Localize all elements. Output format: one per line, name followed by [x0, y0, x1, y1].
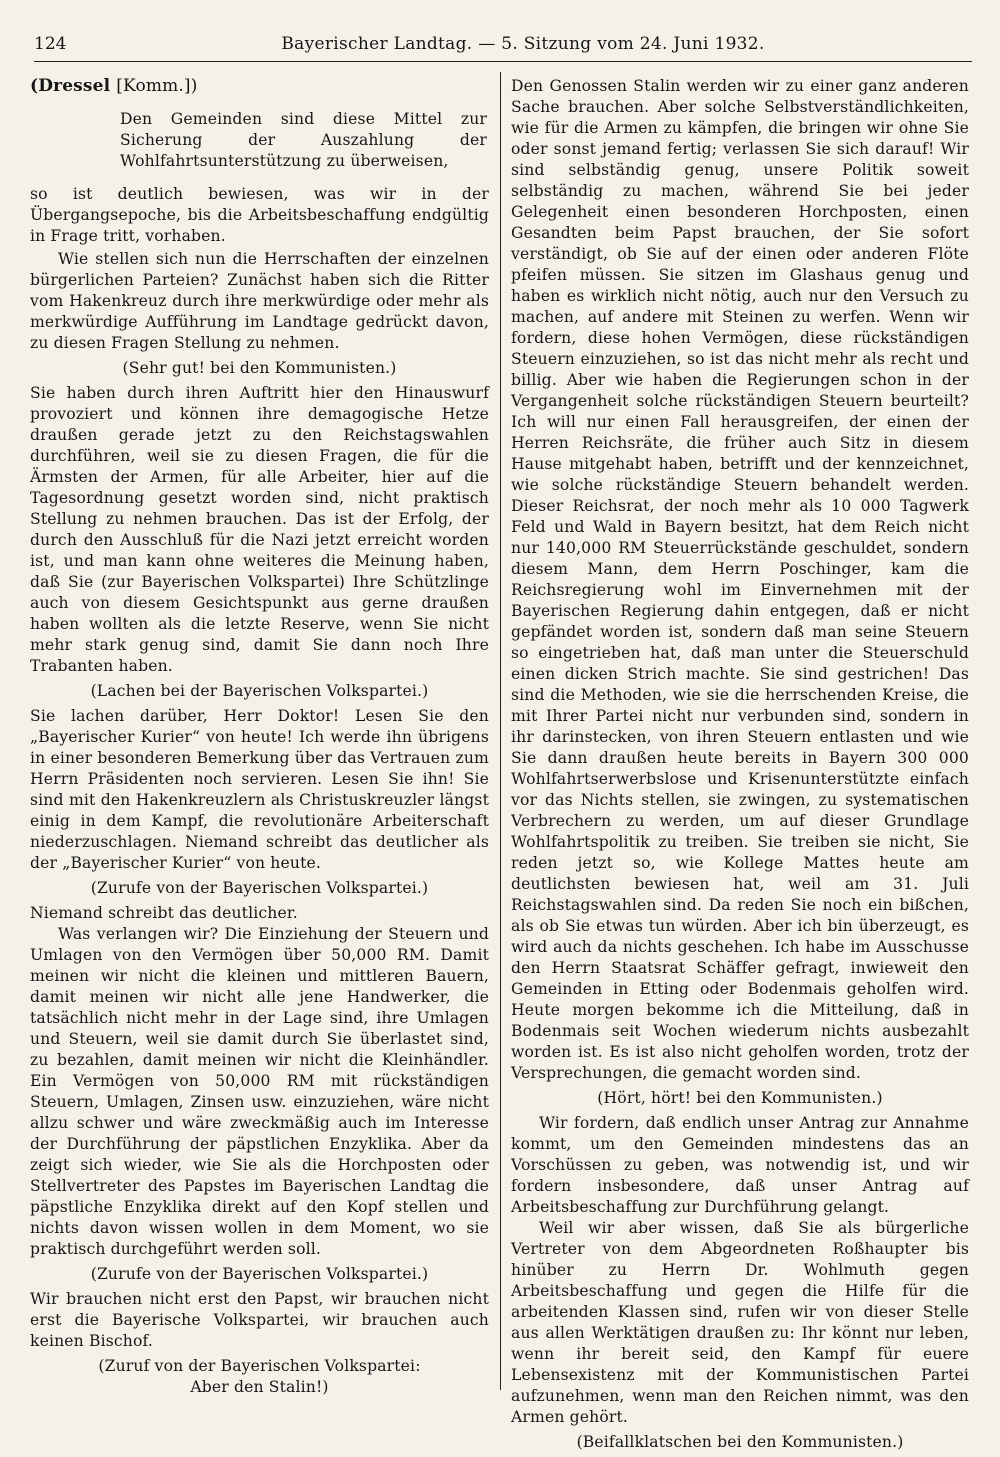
right-column — [511, 76, 969, 1457]
paragraph: Niemand schreibt das deutlicher. — [30, 904, 298, 922]
speaker-name: (Dressel — [30, 76, 111, 96]
interjection: (Hört, hört! bei den Kommunisten.) — [597, 1089, 883, 1107]
paragraph: Wir fordern, daß endlich unser Antrag zur Annahme kommt, um den Gemeinden mindestens das an Vorschüssen zu geben, was notwendig ist, und wir fordern insbesondere, daß unser Antrag auf Arbeitsbeschaffung zur Durchführung gelangt. — [511, 1114, 969, 1216]
paragraph: Weil wir aber wissen, daß Sie als bürgerliche Vertreter von dem Abgeordneten Roßhaupter bis hinüber zu Herrn Dr. Wohlmuth gegen Arbeitsbeschaffung und gegen die Hilfe für die arbeitenden Klassen sind, rufen wir von dieser Stelle aus allen Werktätigen draußen zu: Ihr könnt nur leben, wenn ihr bereit seid, den Kampf für euere Lebensexistenz mit der Kommunistischen Partei aufzunehmen, wenn man den Reichen nimmt, was den Armen gehört. — [511, 1219, 969, 1426]
interjection: (Zurufe von der Bayerischen Volkspartei.) — [90, 1265, 429, 1283]
running-title: Bayerischer Landtag. — 5. Sitzung vom 24. Juni 1932. — [281, 34, 765, 54]
paragraph: Was verlangen wir? Die Einziehung der Steuern und Umlagen von den Vermögen über 50,000 RM. Damit meinen wir nicht die kleinen und mittleren Bauern, damit meinen wir nicht alle jene Handwerker, die tatsächlich nicht mehr in der Lage sind, ihre Umlagen und Steuern, weil sie damit durch Sie überlastet sind, zu bezahlen, damit meinen wir nicht die Kleinhändler. Ein Vermögen von 50,000 RM mit rückständigen Steuern, Umlagen, Zinsen usw. einzuziehen, wäre nicht allzu schwer und wäre zweckmäßig auch im Interesse der Durchführung der päpstlichen Enzyklika. Aber da zeigt sich wieder, wie Sie als die Horchposten oder Stellvertreter des Papstes im Bayerischen Landtag die päpstliche Enzyklika direkt auf den Kopf stellen und nichts davon wissen wollen in dem Moment, wo sie praktisch durchgeführt werden soll. — [30, 925, 489, 1258]
paragraph: Wie stellen sich nun die Herrschaften der einzelnen bürgerlichen Parteien? Zunächst haben sich die Ritter vom Hakenkreuz durch ihre merkwürdige oder mehr als merkwürdige Aufführung im Landtage gedrückt davon, zu diesen Fragen Stellung zu nehmen. — [30, 250, 489, 352]
left-column — [30, 76, 489, 1402]
speaker-party: [Komm.]) — [116, 76, 198, 96]
paragraph: so ist deutlich bewiesen, was wir in der Übergangsepoche, bis die Arbeitsbeschaffung endgültig in Frage tritt, vorhaben. — [30, 185, 489, 245]
column-divider — [500, 72, 501, 1390]
interjection: (Beifallklatschen bei den Kommunisten.) — [576, 1433, 904, 1451]
paragraph: Sie haben durch ihren Auftritt hier den Hinauswurf provoziert und können ihre demagogische Hetze draußen gerade jetzt zu den Reichstagswahlen durchführen, weil sie zu diesen Fragen, die für die Ärmsten der Armen, für alle Arbeiter, hier auf die Tagesordnung gesetzt worden sind, nicht praktisch Stellung zu nehmen brauchen. Das ist der Erfolg, der durch den Ausschluß für die Nazi jetzt erreicht worden ist, und man kann ohne weiteres die Meinung haben, daß Sie (zur Bayerischen Volkspartei) Ihre Schützlinge auch von diesem Gesichtspunkt aus gerne draußen haben wollten als die letzte Reserve, wenn Sie nicht mehr stark genug sind, damit Sie dann noch Ihre Trabanten haben. — [30, 384, 489, 675]
interjection: (Sehr gut! bei den Kommunisten.) — [122, 359, 397, 377]
interjection: (Zurufe von der Bayerischen Volkspartei.) — [90, 879, 429, 897]
paragraph: Den Genossen Stalin werden wir zu einer ganz anderen Sache brauchen. Aber solche Selbstverständlichkeiten, wie für die Armen zu kämpfen, die bringen wir ohne Sie oder sonst jemand fertig; verlassen Sie sich darauf! Wir sind selbständig genug, unsere Politik soweit selbständig zu machen, während Sie bei jeder Gelegenheit einen besonderen Horchposten, einen Gesandten beim Papst brauchen, der Sie sofort verständigt, ob Sie auf der einen oder anderen Flöte pfeifen müssen. Sie sitzen im Glashaus genug und haben es wirklich nicht nötig, auch nur den Versuch zu machen, auf andere mit Steinen zu werfen. Wenn wir fordern, diese hohen Vermögen, diese rückständigen Steuern einzuziehen, so ist das nicht mehr als recht und billig. Aber wie haben die Regierungen schon in der Vergangenheit solche rückständigen Steuern beurteilt? Ich will nur einen Fall herausgreifen, der einen der Herren Reichsräte, die früher auch Sitz in diesem Hause mitgehabt haben, betrifft und der kennzeichnet, wie solche rückständige Steuern behandelt werden. Dieser Reichsrat, der noch mehr als 10 000 Tagwerk Feld und Wald in Bayern besitzt, hat dem Reich nicht nur 140,000 RM Steuerrückstände geschuldet, sondern diesem Mann, dem Herrn Poschinger, kam die Reichsregierung wohl im Einvernehmen mit der Bayerischen Regierung dahin entgegen, daß er nicht gepfändet worden ist, sondern daß man seine Steuern so eingetrieben hat, daß man unter die Steuerschuld einen dicken Strich machte. Sie sind gestrichen! Das sind die Methoden, wie sie die herrschenden Kreise, die mit Ihrer Partei nicht nur verbunden sind, sondern in ihr darinstecken, von ihren Steuern entlasten und wie Sie dann draußen heute bereits in Bayern 300 000 Wohlfahrtserwerbslose und Krisenunterstützte einfach vor das Nichts stellen, sie zwingen, zu systematischen Verbrechern zu werden, um auf dieser Grundlage Wohlfahrtspolitik zu treiben. Sie treiben sie nicht, Sie reden jetzt so, wie Kollege Mattes heute am deutlichsten bewiesen hat, weil am 31. Juli Reichstagswahlen sind. Da reden Sie noch ein bißchen, als ob Sie etwas tun würden. Aber ich bin überzeugt, es wird auch da nichts geschehen. Ich habe im Ausschusse den Herrn Staatsrat Schäffer gefragt, inwieweit den Gemeinden in Etting oder Bodenmais geholfen wird. Heute morgen bekomme ich die Mitteilung, daß in Bodenmais seit Wochen wiederum nichts ausbezahlt worden ist. Es ist also nicht geholfen worden, trotz der Versprechungen, die gemacht worden sind. — [511, 77, 969, 1082]
interjection: (Zuruf von der Bayerischen Volkspartei: — [98, 1357, 421, 1375]
speaker-label — [30, 76, 489, 97]
interjection: (Lachen bei der Bayerischen Volkspartei.) — [90, 682, 429, 700]
paragraph: Wir brauchen nicht erst den Papst, wir brauchen nicht erst die Bayerische Volkspartei, wir brauchen auch keinen Bischof. — [30, 1290, 489, 1350]
quoted-motion: Den Gemeinden sind diese Mittel zur Sicherung der Auszahlung der Wohlfahrtsunterstützung zu überweisen, — [120, 110, 487, 170]
page-number: 124 — [34, 34, 67, 54]
paragraph: Sie lachen darüber, Herr Doktor! Lesen Sie den „Bayerischer Kurier“ von heute! Ich werde ihn übrigens in einer besonderen Bemerkung über das Vertrauen zum Herrn Präsidenten noch servieren. Lesen Sie ihn! Sie sind mit den Hakenkreuzlern als Christuskreuzler längst einig in dem Kampf, die revolutionäre Arbeiterschaft niederzuschlagen. Niemand schreibt das deutlicher als der „Bayerischer Kurier“ von heute. — [30, 707, 489, 872]
running-head — [34, 33, 972, 62]
interjection: Aber den Stalin!) — [190, 1378, 329, 1396]
